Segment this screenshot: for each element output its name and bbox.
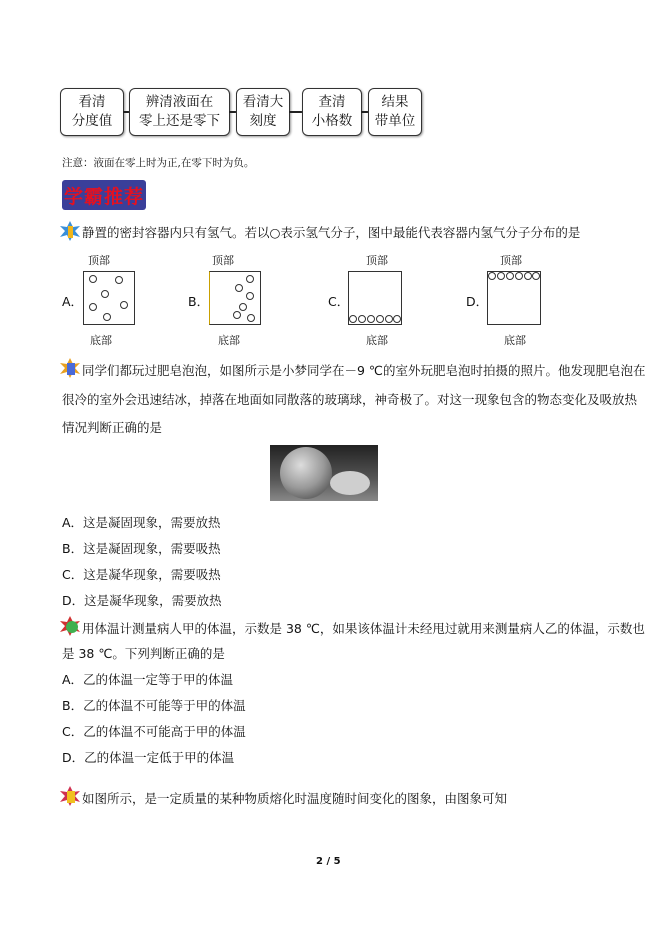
label-bottom: 底部 <box>218 334 240 347</box>
question-2-option-a: A．这是凝固现象，需要放热 <box>62 515 221 530</box>
label-top: 顶部 <box>500 254 522 267</box>
molecule <box>367 315 375 323</box>
question-number-3-icon <box>60 616 80 636</box>
molecule <box>246 275 254 283</box>
molecule <box>89 275 97 283</box>
question-number-1-icon <box>60 221 80 241</box>
flow-step-2: 辨清液面在 零上还是零下 <box>129 88 230 136</box>
label-bottom: 底部 <box>90 334 112 347</box>
page-number: 2 / 5 <box>316 856 341 867</box>
molecule <box>103 313 111 321</box>
option-c-label: C． <box>328 294 350 309</box>
label-top: 顶部 <box>88 254 110 267</box>
question-1-text: 静置的密封容器内只有氢气。若以○表示氢气分子，图中最能代表容器内氢气分子分布的是 <box>82 225 581 240</box>
molecule <box>393 315 401 323</box>
question-3-option-a: A．乙的体温一定等于甲的体温 <box>62 672 234 687</box>
label-bottom: 底部 <box>366 334 388 347</box>
question-2-line-3: 情况判断正确的是 <box>62 420 163 435</box>
label-top: 顶部 <box>212 254 234 267</box>
frozen-soap-bubble-photo <box>270 445 378 501</box>
molecule <box>358 315 366 323</box>
flow-step-1: 看清 分度值 <box>60 88 124 136</box>
molecule <box>506 272 514 280</box>
option-a-label: A． <box>62 294 84 309</box>
question-2-line-1: 同学们都玩过肥皂泡泡，如图所示是小梦同学在－9 ℃的室外玩肥皂泡时拍摄的照片。他发现肥皂泡在 <box>82 363 646 378</box>
question-3-option-d: D．乙的体温一定低于甲的体温 <box>62 750 235 765</box>
container-diagram-a <box>83 271 135 325</box>
molecule <box>235 284 243 292</box>
molecule <box>233 311 241 319</box>
note-text: 注意：液面在零上时为正,在零下时为负。 <box>62 157 255 169</box>
option-b-label: B． <box>188 294 210 309</box>
option-d-label: D． <box>466 294 489 309</box>
molecule <box>101 290 109 298</box>
molecule <box>246 292 254 300</box>
question-number-2-icon <box>60 358 80 378</box>
section-badge: 学霸推荐 <box>62 180 146 210</box>
molecule <box>247 314 255 322</box>
label-top: 顶部 <box>366 254 388 267</box>
container-diagram-c <box>348 271 402 325</box>
molecule <box>89 303 97 311</box>
flow-step-4: 查清 小格数 <box>302 88 362 136</box>
molecule <box>120 301 128 309</box>
flow-step-5: 结果 带单位 <box>368 88 422 136</box>
molecule <box>515 272 523 280</box>
molecule <box>115 276 123 284</box>
molecule <box>532 272 540 280</box>
question-3-option-c: C．乙的体温不可能高于甲的体温 <box>62 724 246 739</box>
molecule <box>497 272 505 280</box>
question-2-option-d: D．这是凝华现象，需要放热 <box>62 593 222 608</box>
label-bottom: 底部 <box>504 334 526 347</box>
question-3-line-2: 是 38 ℃。下列判断正确的是 <box>62 646 225 661</box>
question-3-option-b: B．乙的体温不可能等于甲的体温 <box>62 698 246 713</box>
molecule <box>385 315 393 323</box>
molecule <box>376 315 384 323</box>
question-4-text: 如图所示，是一定质量的某种物质熔化时温度随时间变化的图象，由图象可知 <box>82 791 508 806</box>
container-diagram-b <box>209 271 261 325</box>
question-2-option-b: B．这是凝固现象，需要吸热 <box>62 541 221 556</box>
container-diagram-d <box>487 271 541 325</box>
molecule <box>349 315 357 323</box>
question-number-4-icon <box>60 786 80 806</box>
molecule <box>239 303 247 311</box>
flow-connector <box>289 111 303 113</box>
question-3-line-1: 用体温计测量病人甲的体温，示数是 38 ℃，如果该体温计未经甩过就用来测量病人乙的体温，示数也 <box>82 621 645 636</box>
question-2-option-c: C．这是凝华现象，需要吸热 <box>62 567 221 582</box>
question-2-line-2: 很冷的室外会迅速结冰，掉落在地面如同散落的玻璃球，神奇极了。对这一现象包含的物态变化及吸放热 <box>62 392 638 407</box>
flow-step-3: 看清大 刻度 <box>236 88 290 136</box>
molecule <box>488 272 496 280</box>
molecule <box>524 272 532 280</box>
